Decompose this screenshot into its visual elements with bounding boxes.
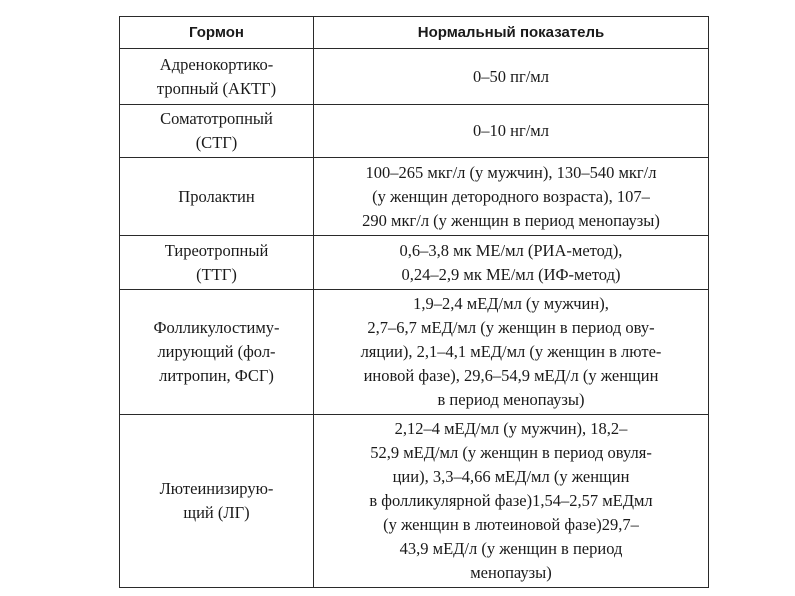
hormone-name-line: щий (ЛГ) bbox=[183, 503, 250, 522]
normal-value-cell bbox=[314, 49, 709, 105]
hormone-name-cell bbox=[120, 158, 314, 236]
hormone-name-line: Фолликулостиму- bbox=[153, 318, 280, 337]
hormone-name-line: Тиреотропный bbox=[164, 240, 269, 260]
normal-value-line: в период менопаузы) bbox=[437, 390, 585, 409]
normal-value-line: менопаузы) bbox=[470, 563, 552, 582]
normal-value-line: ляции), 2,1–4,1 мЕД/мл (у женщин в люте- bbox=[360, 342, 662, 361]
hormone-norms-table bbox=[119, 16, 709, 588]
table-row bbox=[120, 105, 709, 158]
normal-value-cell bbox=[314, 290, 709, 415]
table-row bbox=[120, 236, 709, 290]
normal-value-line: 2,7–6,7 мЕД/мл (у женщин в период ову- bbox=[367, 318, 655, 337]
hormone-name-cell bbox=[120, 49, 314, 105]
normal-value-line: 0–50 пг/мл bbox=[473, 66, 549, 86]
table-row bbox=[120, 49, 709, 105]
table-row bbox=[120, 415, 709, 588]
normal-value-line: иновой фазе), 29,6–54,9 мЕД/л (у женщин bbox=[363, 366, 659, 385]
hormone-name-line: Лютеинизирую- bbox=[159, 479, 274, 498]
normal-value-cell bbox=[314, 158, 709, 236]
normal-value-line: ции), 3,3–4,66 мЕД/мл (у женщин bbox=[392, 467, 630, 486]
column-header-hormone: Гормон bbox=[120, 17, 314, 49]
normal-value-line: в фолликулярной фазе)1,54–2,57 мЕДмл bbox=[369, 491, 653, 510]
normal-value-line: 290 мкг/л (у женщин в период менопаузы) bbox=[362, 210, 660, 230]
normal-value-line: 0,6–3,8 мк МЕ/мл (РИА-метод), bbox=[399, 240, 623, 260]
hormone-name-cell bbox=[120, 290, 314, 415]
normal-value-line: 0,24–2,9 мк МЕ/мл (ИФ-метод) bbox=[401, 264, 621, 284]
normal-value-line: 43,9 мЕД/л (у женщин в период bbox=[399, 539, 623, 558]
normal-value-cell bbox=[314, 236, 709, 290]
hormone-name-line: тропный (АКТГ) bbox=[156, 78, 277, 98]
normal-value-line: 1,9–2,4 мЕД/мл (у мужчин), bbox=[413, 294, 609, 313]
normal-value-line: (у женщин детородного возраста), 107– bbox=[372, 186, 650, 206]
hormone-name-line: лирующий (фол- bbox=[157, 342, 276, 361]
hormone-name-line: Пролактин bbox=[178, 186, 255, 206]
hormone-name-cell bbox=[120, 236, 314, 290]
normal-value-line: 0–10 нг/мл bbox=[473, 121, 549, 140]
hormone-name-cell bbox=[120, 105, 314, 158]
hormone-name-line: Соматотропный bbox=[160, 109, 273, 128]
column-header-normal-value: Нормальный показатель bbox=[314, 17, 709, 49]
table-row bbox=[120, 290, 709, 415]
normal-value-cell bbox=[314, 105, 709, 158]
hormone-name-line: Адренокортико- bbox=[159, 54, 274, 74]
normal-value-line: 100–265 мкг/л (у мужчин), 130–540 мкг/л bbox=[365, 162, 657, 182]
normal-value-cell bbox=[314, 415, 709, 588]
table-row bbox=[120, 158, 709, 236]
normal-value-line: 52,9 мЕД/мл (у женщин в период овуля- bbox=[370, 443, 652, 462]
hormone-name-cell bbox=[120, 415, 314, 588]
hormone-name-line: (ТТГ) bbox=[196, 264, 237, 284]
normal-value-line: (у женщин в лютеиновой фазе)29,7– bbox=[383, 515, 639, 534]
normal-value-line: 2,12–4 мЕД/мл (у мужчин), 18,2– bbox=[394, 419, 628, 438]
hormone-name-line: (СТГ) bbox=[195, 133, 238, 152]
hormone-name-line: литропин, ФСГ) bbox=[159, 366, 274, 385]
table-header-row bbox=[120, 17, 709, 49]
